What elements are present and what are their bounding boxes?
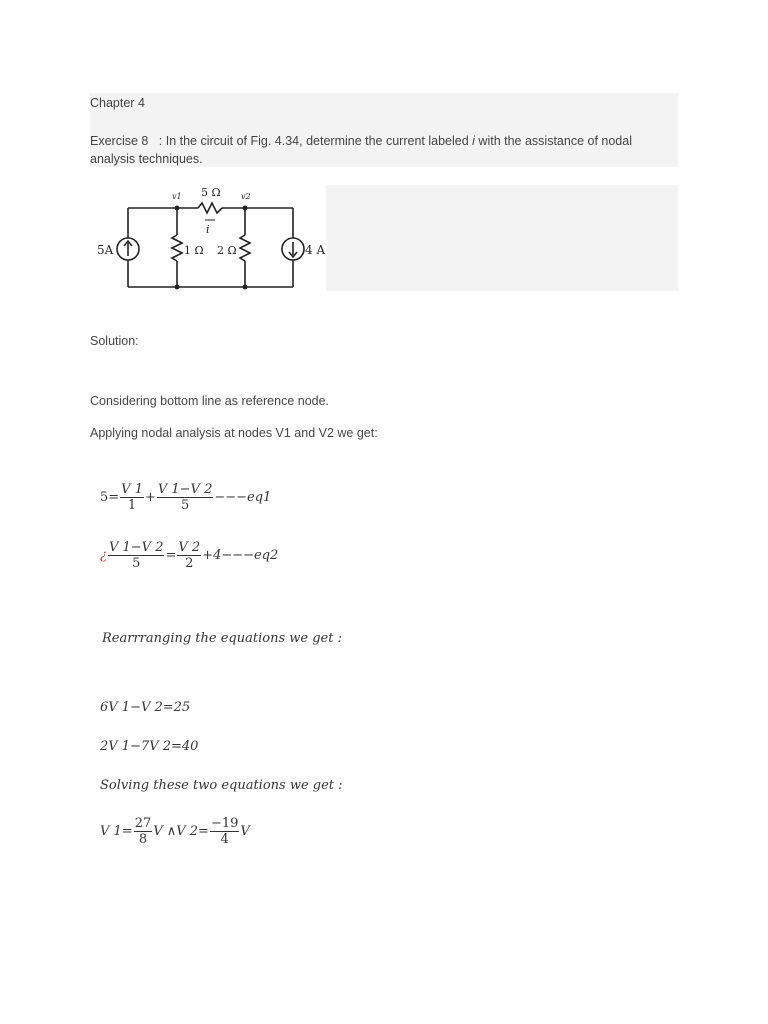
equation-4: 2V 1−7V 2=40 — [100, 739, 199, 754]
exercise-text — [90, 132, 670, 168]
r1-label: 1 Ω — [184, 244, 204, 257]
r-top-label: 5 Ω — [201, 186, 221, 199]
v2-label: v2 — [241, 192, 251, 201]
source-label-5a: 5A — [97, 243, 114, 257]
sink-label-4a: 4 A — [305, 243, 326, 257]
figure-caption-block — [326, 185, 678, 291]
equation-1: 5= $\frac{V 1}{1}$ + $\frac{V 1-V 2}{5}$ −−−eq1 — [100, 482, 272, 513]
v1-label: v1 — [172, 192, 182, 201]
current-label: i — [206, 223, 210, 236]
rearrange-text: Rearrranging the equations we get : — [102, 631, 342, 646]
solution-line2: Applying nodal analysis at nodes V1 and V2 we get: — [90, 426, 378, 440]
chapter-title: Chapter 4 — [90, 96, 145, 110]
circuit-diagram — [90, 183, 330, 295]
exercise-label: Exercise 8 — [90, 134, 149, 148]
equation-3: 6V 1−V 2=25 — [100, 700, 191, 715]
solution-line1: Considering bottom line as reference node. — [90, 394, 330, 408]
exercise-var: i — [472, 134, 475, 148]
solving-text: Solving these two equations we get : — [100, 778, 343, 793]
solution-heading: Solution: — [90, 334, 139, 348]
exercise-text-before: : In the circuit of Fig. 4.34, determine the current labeled — [158, 134, 469, 148]
exercise-line2: analysis techniques. — [90, 152, 203, 166]
equation-5: V 1= $\frac{27}{8}$ V ∧V 2= $\frac{-19}{4}$ V — [100, 816, 250, 847]
equation-2: ¿ $\frac{V 1-V 2}{5}$ = $\frac{V 2}{2}$ +4−−−eq2 — [100, 540, 279, 571]
r2-label: 2 Ω — [217, 244, 237, 257]
exercise-text-after: with the assistance of nodal — [478, 134, 632, 148]
